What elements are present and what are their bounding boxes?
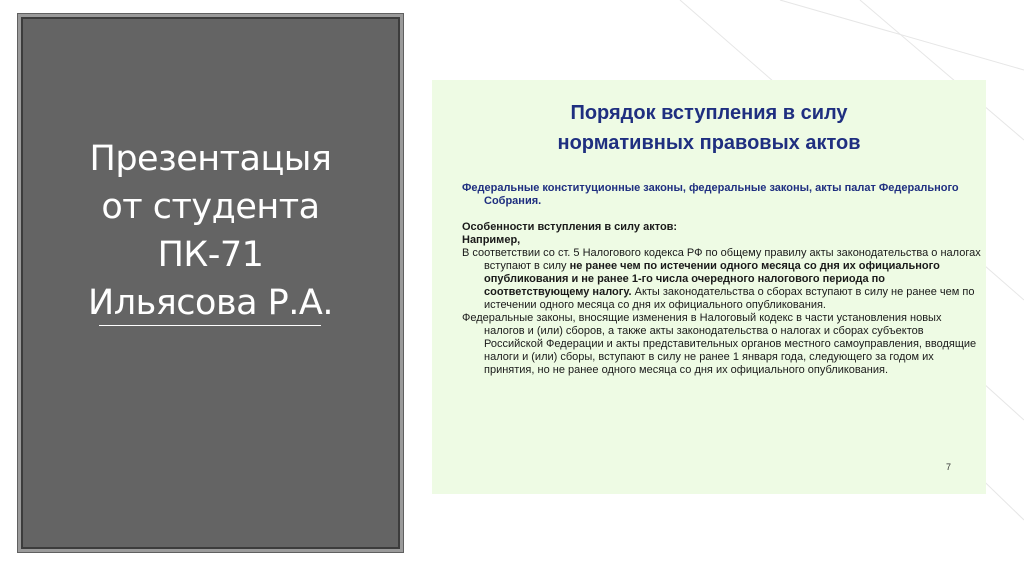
slide-page-number: 7 bbox=[946, 462, 952, 472]
slide-heading-line-2: нормативных правовых актов bbox=[557, 132, 861, 154]
title-line-3: ПК-71 bbox=[157, 235, 264, 275]
slide-image bbox=[432, 80, 986, 494]
federal-laws-paragraph: Федеральные конституционные законы, федеральные законы, акты палат Федерального Собрания. bbox=[462, 182, 959, 207]
title-line-1: Презентацыя bbox=[89, 139, 332, 179]
slide-heading-line-1: Порядок вступления в силу bbox=[570, 102, 848, 124]
title-line-4: Ильясова Р.А. bbox=[88, 283, 333, 323]
amendments-paragraph: Федеральные законы, вносящие изменения в Налоговый кодекс в части установления новых налогов и (или) сборов, а также акты законодательства о налогах и сборах субъектов Российской Федерации и акты представительных органов местного самоуправления, вводящие налоги и (или) сборы, вступают в силу не ранее 1 января года, следующего за годом их принятия, но не ранее одного месяца со дня их официального опубликования. bbox=[462, 312, 977, 376]
tax-code-text-a: В соответствии со ст. 5 Налогового кодекса РФ по общему правилу акты законодательства о налогах вступают в силу bbox=[462, 247, 981, 272]
example-label: Например, bbox=[462, 234, 521, 246]
tax-code-paragraph bbox=[462, 247, 982, 312]
slide-heading bbox=[432, 98, 986, 158]
features-heading: Особенности вступления в силу актов: bbox=[462, 221, 678, 233]
title-line-2: от студента bbox=[101, 187, 320, 227]
tax-code-text-c: Акты законодательства о сборах вступают в силу не ранее чем по истечении одного месяца со дня их официального опубликования. bbox=[484, 286, 975, 311]
title-underline bbox=[99, 325, 321, 326]
presentation-title bbox=[23, 135, 398, 327]
tax-code-text-b: не ранее чем по истечении одного месяца со дня их официального опубликования и не ранее 1-го числа очередного налогового периода по соответствующему налогу. bbox=[484, 260, 940, 298]
title-panel bbox=[23, 19, 398, 547]
slide-body bbox=[462, 182, 982, 377]
